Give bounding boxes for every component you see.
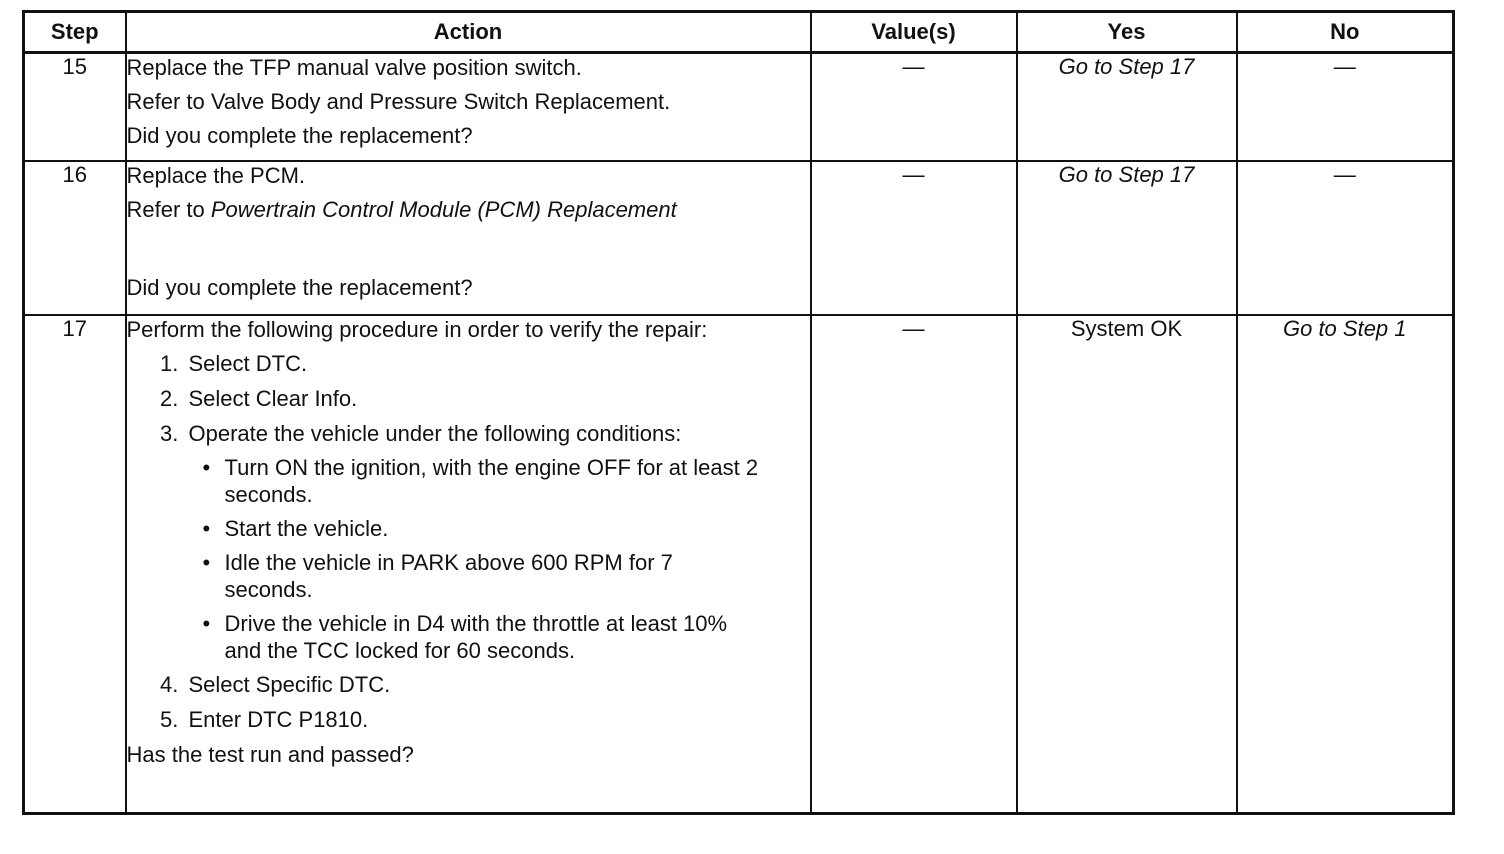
no-cell	[1237, 53, 1454, 162]
procedure-step	[185, 385, 810, 413]
action-line: Replace the TFP manual valve position switch.	[126, 55, 582, 80]
action-line: Refer to Valve Body and Pressure Switch Replacement.	[126, 89, 671, 114]
no-goto-link: Go to Step 1	[1282, 316, 1407, 341]
table-row-step-16	[24, 161, 1454, 315]
condition-text: Drive the vehicle in D4 with the throttle at least 10% and the TCC locked for 60 seconds.	[224, 611, 728, 663]
value-cell	[811, 161, 1017, 315]
header-no: No	[1237, 12, 1454, 53]
value-dash: —	[902, 316, 925, 341]
procedure-step	[185, 350, 810, 378]
header-yes: Yes	[1017, 12, 1237, 53]
action-cell	[126, 53, 811, 162]
value-cell	[811, 53, 1017, 162]
no-cell	[1237, 315, 1454, 814]
procedure-step-text: Enter DTC P1810.	[188, 707, 369, 732]
bullet-icon: •	[202, 455, 211, 480]
procedure-sheet	[22, 10, 1452, 815]
action-cell	[126, 315, 811, 814]
action-line: Replace the PCM.	[126, 163, 306, 188]
no-dash: —	[1333, 162, 1356, 187]
condition-item	[202, 610, 765, 664]
action-question: Has the test run and passed?	[126, 742, 414, 767]
refer-prefix: Refer to	[126, 197, 211, 222]
value-dash: —	[902, 54, 925, 79]
procedure-step	[185, 420, 810, 664]
action-refer-line	[127, 196, 810, 224]
bullet-icon: •	[202, 550, 211, 575]
yes-goto-link: Go to Step 17	[1058, 162, 1195, 187]
procedure-step	[185, 671, 810, 699]
condition-text: Turn ON the ignition, with the engine OFF for at least 2 seconds.	[224, 455, 759, 507]
procedure-step-text: Operate the vehicle under the following conditions:	[188, 421, 682, 446]
procedure-step	[185, 706, 810, 734]
condition-item	[202, 549, 735, 603]
table-row-step-17	[24, 315, 1454, 814]
no-dash: —	[1333, 54, 1356, 79]
bullet-icon: •	[202, 611, 211, 636]
step-number: 16	[24, 161, 126, 315]
procedure-step-text: Select Specific DTC.	[188, 672, 391, 697]
yes-result: System OK	[1070, 316, 1183, 341]
header-action: Action	[126, 12, 811, 53]
action-question: Did you complete the replacement?	[126, 275, 473, 300]
procedure-steps	[127, 350, 810, 734]
spacer	[127, 230, 810, 274]
header-row	[24, 12, 1454, 53]
table-row-step-15	[24, 53, 1454, 162]
step-number: 17	[24, 315, 126, 814]
bullet-icon: •	[202, 516, 211, 541]
yes-cell	[1017, 315, 1237, 814]
step-number: 15	[24, 53, 126, 162]
header-step: Step	[24, 12, 126, 53]
procedure-step-text: Select DTC.	[188, 351, 308, 376]
condition-item	[202, 454, 770, 508]
condition-text: Start the vehicle.	[224, 516, 389, 541]
header-values: Value(s)	[811, 12, 1017, 53]
condition-list	[189, 454, 810, 664]
yes-cell	[1017, 53, 1237, 162]
value-dash: —	[902, 162, 925, 187]
value-cell	[811, 315, 1017, 814]
action-cell	[126, 161, 811, 315]
condition-text: Idle the vehicle in PARK above 600 RPM for 7 seconds.	[224, 550, 673, 602]
procedure-step-text: Select Clear Info.	[188, 386, 358, 411]
diagnostic-table	[22, 10, 1455, 815]
action-intro: Perform the following procedure in order to verify the repair:	[126, 317, 708, 342]
yes-cell	[1017, 161, 1237, 315]
yes-goto-link: Go to Step 17	[1058, 54, 1195, 79]
refer-title: Powertrain Control Module (PCM) Replacement	[210, 197, 677, 222]
no-cell	[1237, 161, 1454, 315]
condition-item	[202, 515, 810, 542]
action-question: Did you complete the replacement?	[126, 123, 473, 148]
